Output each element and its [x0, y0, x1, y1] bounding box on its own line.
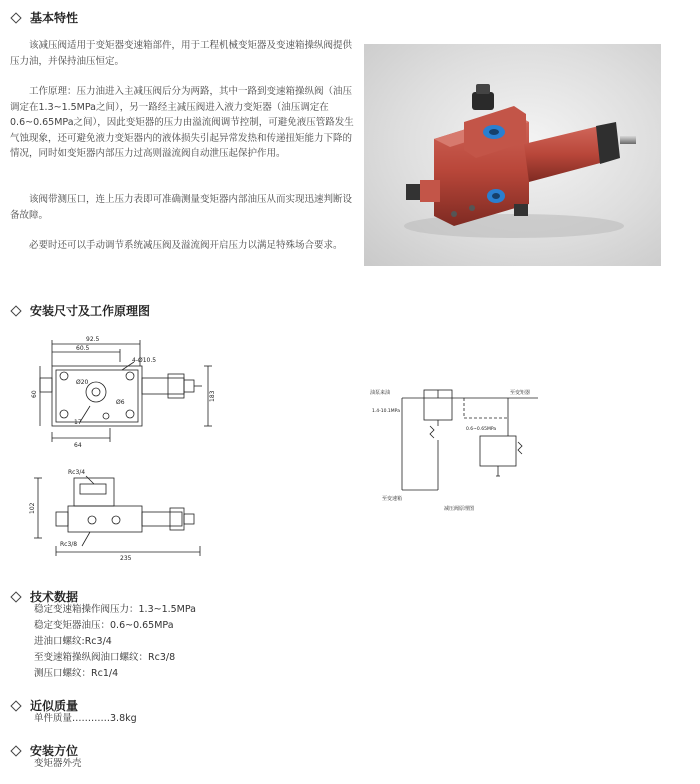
position-value: 变矩器外壳	[34, 758, 82, 769]
diamond-bullet-icon	[10, 745, 21, 756]
dim-holes: 4-Ø10.5	[132, 357, 157, 364]
schematic-inlet: 油泵来油	[370, 390, 391, 396]
section-title-install	[10, 302, 150, 319]
dim-60-5: 60.5	[76, 345, 90, 352]
schematic-caption: 减压阀原理图	[444, 506, 475, 512]
tech-item: 测压口螺纹：Rc1/4	[34, 668, 119, 679]
section-title-install-text: 安装尺寸及工作原理图	[30, 304, 151, 318]
position-info	[34, 756, 82, 772]
paragraph-test-port: 该阀带测压口，连上压力表即可准确测量变矩器内部油压从而实现迅速判断设备故障。	[10, 194, 353, 221]
dim-d6: Ø6	[116, 399, 125, 406]
section-title-position-text: 安装方位	[30, 744, 79, 758]
diamond-bullet-icon	[10, 700, 21, 711]
paragraph-adjust: 必要时还可以手动调节系统减压阀及溢流阀开启压力以满足特殊场合要求。	[29, 240, 343, 251]
diamond-bullet-icon	[10, 591, 21, 602]
section-title-basic	[10, 9, 78, 26]
schematic-to-torque: 至变矩器	[510, 390, 531, 396]
dim-92-5: 92.5	[86, 336, 100, 343]
paragraph-principle: 工作原理：压力油进入主减压阀后分为两路，其中一路到变速箱操纵阀（油压调定在1.3~1.5MPa之间），另一路经主减压阀进入液力变矩器（油压调定在0.6~0.65MPa之间），因此变矩器的压力由溢流阀调节控制，可避免液压管路发生气蚀现象，还可避免液力变矩器内的液体损失引起异常发热和传递扭矩能力下降的情况，同时如变矩器内部压力过高则溢流阀自动泄压起保护作用。	[10, 86, 354, 159]
port-rc34: Rc3/4	[68, 469, 86, 476]
tech-item: 进油口螺纹:Rc3/4	[34, 636, 112, 647]
mass-info	[34, 711, 137, 727]
tech-item: 至变速箱操纵阀油口螺纹：Rc3/8	[34, 652, 176, 663]
dim-d20: Ø20	[76, 379, 89, 386]
dim-102: 102	[29, 502, 36, 514]
section-title-basic-text: 基本特性	[30, 11, 79, 25]
tech-item: 稳定变速箱操作阀压力：1.3~1.5MPa	[34, 604, 196, 615]
section-title-tech-text: 技术数据	[30, 590, 79, 604]
schematic-to-gearbox: 至变速箱	[382, 496, 403, 502]
dim-60: 60	[31, 390, 38, 398]
dim-17: 17	[74, 419, 82, 426]
hydraulic-schematic	[368, 380, 554, 514]
product-photo	[364, 44, 661, 266]
diamond-bullet-icon	[10, 12, 21, 23]
port-rc38: Rc3/8	[60, 541, 78, 548]
mass-value: 单件质量…………3.8kg	[34, 713, 137, 724]
section-title-mass-text: 近似质量	[30, 699, 79, 713]
dim-64: 64	[74, 442, 82, 449]
dim-235: 235	[120, 555, 132, 562]
tech-data-list	[34, 602, 196, 682]
schematic-pressure2: 0.6~0.65MPa	[466, 427, 497, 432]
tech-item: 稳定变矩器油压：0.6~0.65MPa	[34, 620, 174, 631]
dim-183: 183	[209, 390, 216, 402]
schematic-pressure1: 1.4-10.1MPa	[372, 409, 400, 414]
side-view-drawing	[30, 462, 220, 562]
diamond-bullet-icon	[10, 305, 21, 316]
valve-illustration	[364, 44, 661, 266]
paragraph-intro: 该减压阀适用于变矩器变速箱部件，用于工程机械变矩器及变速箱操纵阀提供压力油，并保持油压恒定。	[10, 40, 353, 67]
top-view-drawing	[30, 332, 220, 450]
